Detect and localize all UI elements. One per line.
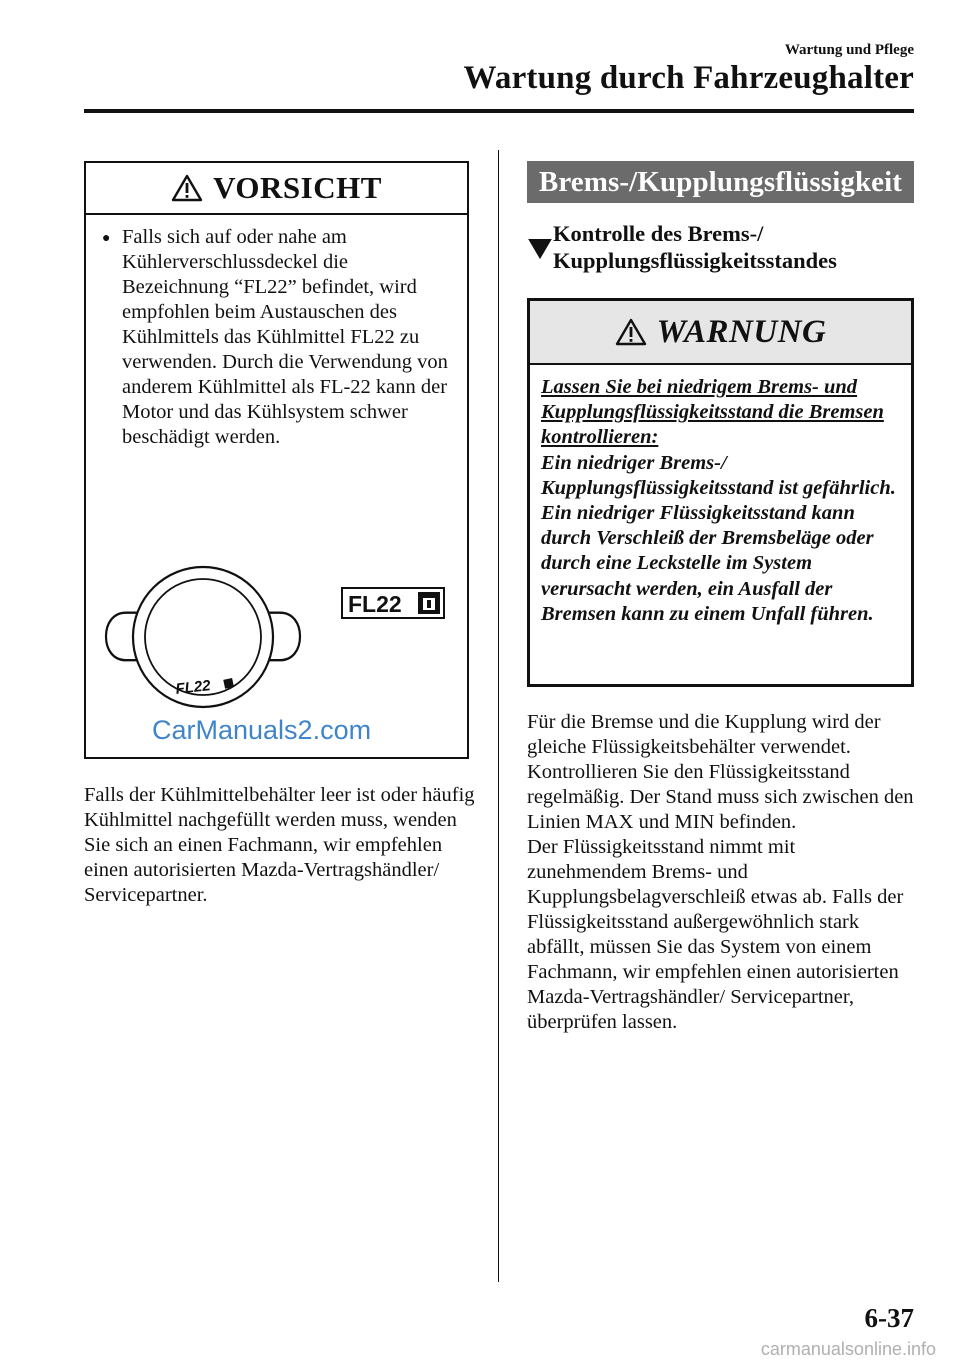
page-title: Wartung durch Fahrzeughalter <box>463 60 914 96</box>
page-number: 6-37 <box>864 1303 914 1333</box>
radiator-cap-illustration <box>106 567 300 707</box>
warning-body <box>530 365 911 627</box>
warning-lead: Lassen Sie bei niedrigem Brems- und Kupplungsflüssigkeitsstand die Bremsen kontrollieren: <box>541 376 884 449</box>
subheading <box>527 220 917 274</box>
warning-triangle-icon <box>615 318 647 346</box>
warning-box <box>527 298 914 687</box>
fl22-badge <box>342 588 444 618</box>
warning-header <box>530 301 911 365</box>
cap-label: FL22 <box>174 677 212 698</box>
left-paragraph: Falls der Kühlmittelbehälter leer ist oder häufig Kühlmittel nachgefüllt werden muss, wenden Sie sich an einen Fachmann, wir empfehlen einen autorisierten Mazda-Vertragshändler/ Servicepartner. <box>84 784 475 906</box>
warning-line: Ein niedriger Flüssigkeitsstand kann durch Verschleiß der Bremsbeläge oder durch eine Leckstelle im System verursacht werden, ein Ausfall der Bremsen kann zu einem Unfall führen. <box>541 502 874 625</box>
body-paragraph: Der Flüssigkeitsstand nimmt mit zunehmendem Brems- und Kupplungsbelagverschleiß etwas ab. Falls der Flüssigkeitsstand außergewöhnlich stark abfällt, müssen Sie das System von einem Fachmann, wir empfehlen einen autorisierten Mazda-Vertragshändler/ Servicepartner, überprüfen lassen. <box>527 836 904 1033</box>
down-triangle-icon <box>527 220 553 274</box>
section-title: Brems-/Kupplungsflüssigkeit <box>538 165 903 198</box>
caution-item <box>102 225 453 450</box>
warning-line: Ein niedriger Brems-/ Kupplungsflüssigkeitsstand ist gefährlich. <box>541 451 896 499</box>
subheading-text: Kontrolle des Brems-/ Kupplungsflüssigkeitsstandes <box>553 221 837 273</box>
badge-label: FL22 <box>348 591 402 617</box>
caution-title: VORSICHT <box>213 170 382 205</box>
body-paragraph: Kontrollieren Sie den Flüssigkeitsstand regelmäßig. Der Stand muss sich zwischen den Linien MAX und MIN befinden. <box>527 761 914 833</box>
header-rule <box>84 109 914 113</box>
chapter-label: Wartung und Pflege <box>784 42 914 58</box>
column-divider <box>498 150 499 1282</box>
caution-list <box>86 215 467 450</box>
warning-triangle-icon <box>171 174 203 202</box>
body-paragraph: Für die Bremse und die Kupplung wird der gleiche Flüssigkeitsbehälter verwendet. <box>527 711 881 758</box>
caution-item-text: Falls sich auf oder nahe am Kühlerverschlussdeckel die Bezeichnung “FL22” befindet, wird empfohlen beim Austauschen des Kühlmittels das Kühlmittel FL22 zu verwenden. Durch die Verwendung von anderem Kühlmittel als FL-22 kann der Motor und das Kühlsystem schwer beschädigt werden. <box>122 226 448 448</box>
footer-watermark: carmanualsonline.info <box>760 1339 936 1359</box>
right-body <box>527 710 919 1035</box>
bullet-icon: ● <box>102 231 111 246</box>
caution-header <box>86 163 467 215</box>
watermark: CarManuals2.com <box>152 715 372 745</box>
radiator-cap-figure <box>96 533 458 748</box>
warning-title: WARNUNG <box>656 313 827 350</box>
caution-box <box>84 161 469 759</box>
section-banner <box>527 161 914 203</box>
